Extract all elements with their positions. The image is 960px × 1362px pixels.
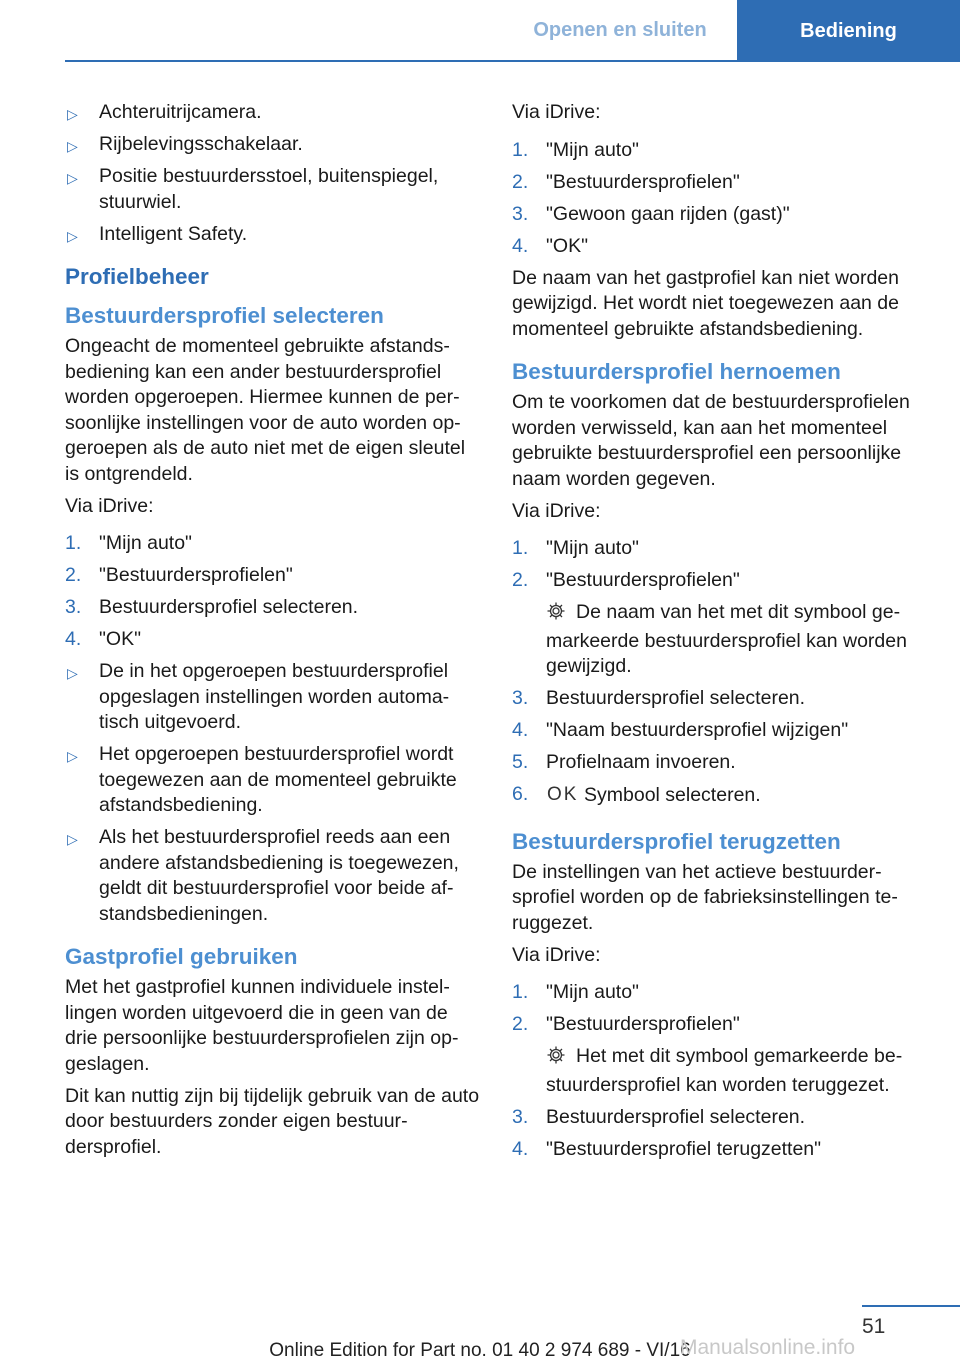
step-text: "Mijn auto" (99, 532, 192, 554)
step-note (546, 1044, 927, 1098)
step-number: 1. (512, 138, 529, 161)
numbered-step (512, 536, 927, 562)
step-text: "OK" (99, 628, 142, 650)
numbered-step (65, 595, 480, 621)
numbered-step (512, 568, 927, 594)
bullet-item (65, 100, 480, 126)
heading-profiel-selecteren: Bestuurdersprofiel selecteren (65, 303, 384, 328)
step-text: Bestuurdersprofiel selecteren. (546, 687, 806, 709)
numbered-step (512, 750, 927, 776)
bullet-item (65, 132, 480, 158)
numbered-step (512, 138, 927, 164)
gear-icon (546, 1045, 566, 1073)
via-idrive-label: Via iDrive: (512, 101, 601, 123)
numbered-step (512, 234, 927, 260)
step-number: 1. (65, 532, 82, 554)
step-text: "Bestuurdersprofiel terugzetten" (546, 1137, 822, 1160)
numbered-step (512, 1105, 927, 1131)
step-number: 4. (512, 1137, 529, 1160)
via-idrive-label: Via iDrive: (512, 943, 601, 966)
numbered-step (512, 782, 927, 812)
bullet-text: Intelligent Safety. (99, 222, 248, 245)
bullet-text: De in het opgeroepen bestuurdersprofiel opgeslagen instellingen worden automatisch uitgevoerd. (99, 660, 450, 733)
bullet-item (65, 222, 480, 248)
numbered-step (512, 202, 927, 228)
step-number: 3. (512, 1105, 529, 1128)
numbered-step (65, 531, 480, 557)
numbered-steps (65, 531, 480, 653)
numbered-steps (512, 686, 927, 776)
bullet-item (65, 164, 480, 215)
numbered-step (512, 1012, 927, 1038)
bullet-text: Rijbelevingsschakelaar. (99, 133, 303, 155)
step-text: Profielnaam invoeren. (546, 751, 736, 773)
step-number: 3. (65, 596, 82, 618)
bullet-item (65, 659, 480, 736)
watermark: Manualsonline.info (680, 1336, 856, 1359)
bullet-text: Positie bestuurdersstoel, buitenspiegel, stuurwiel. (99, 165, 439, 213)
numbered-step (512, 980, 927, 1006)
step-number: 6. (512, 783, 529, 805)
page-number-rule (862, 1305, 960, 1307)
right-column (512, 100, 927, 1169)
page-header (0, 0, 960, 62)
step-note-text: De naam van het met dit symbool gemarkeerde bestuurdersprofiel kan worden gewijzigd. (546, 601, 907, 677)
step-number: 2. (65, 564, 82, 586)
bullet-text: Het opgeroepen bestuurdersprofiel wordt toegewezen aan de momenteel gebruikte afstandsbediening. (99, 743, 457, 816)
step-text: Symbool selecteren. (584, 784, 761, 806)
step-text: "Mijn auto" (546, 537, 639, 559)
edition-footer: Online Edition for Part no. 01 40 2 974 689 - VI/16 (269, 1340, 691, 1361)
page-number: 51 (862, 1315, 886, 1338)
via-idrive-label: Via iDrive: (65, 494, 154, 517)
bullet-text: Achteruitrijcamera. (99, 101, 262, 123)
step-text: Bestuurdersprofiel selecteren. (546, 1105, 806, 1128)
numbered-step (512, 718, 927, 744)
triangle-bullet-icon: ▷ (67, 106, 78, 122)
step-number: 2. (512, 1013, 529, 1035)
step-number: 3. (512, 687, 529, 709)
step-text: Bestuurdersprofiel selecteren. (99, 596, 359, 618)
step-note (546, 600, 927, 680)
step-text: "OK" (546, 234, 589, 257)
paragraph-gast-1: Met het gastprofiel kunnen individuele instellingen worden uitgevoerd die in geen van de drie persoonlijke bestuurdersprofielen zijn opgeslagen. (65, 976, 459, 1075)
heading-profiel-hernoemen: Bestuurdersprofiel hernoemen (512, 359, 841, 384)
paragraph-terugzetten: De instellingen van het actieve bestuurdersprofiel worden op de fabrieksinstellingen teruggezet. (512, 860, 898, 934)
bullet-list (65, 659, 480, 927)
via-idrive-label: Via iDrive: (512, 499, 601, 522)
header-chapter-tab: Bediening (737, 0, 960, 62)
step-number: 2. (512, 569, 529, 591)
numbered-step (512, 686, 927, 712)
step-number: 3. (512, 202, 529, 225)
bullet-item (65, 742, 480, 819)
numbered-step (65, 563, 480, 589)
numbered-steps (512, 536, 927, 594)
step-number: 4. (65, 628, 82, 650)
step-number: 1. (512, 981, 529, 1003)
step-number: 4. (512, 234, 529, 257)
step-text: "Mijn auto" (546, 981, 639, 1003)
gear-icon (546, 601, 566, 629)
step-text: "Bestuurdersprofielen" (546, 1013, 740, 1035)
ok-icon (546, 782, 579, 812)
step-note-text: Het met dit symbool gemarkeerde bestuurdersprofiel kan worden teruggezet. (546, 1045, 903, 1096)
step-text: "Bestuurdersprofielen" (99, 564, 293, 586)
triangle-bullet-icon: ▷ (67, 665, 78, 681)
numbered-steps (512, 980, 927, 1038)
triangle-bullet-icon: ▷ (67, 748, 78, 764)
header-section-title: Openen en sluiten (533, 18, 707, 41)
svg-text:OK: OK (547, 784, 579, 805)
paragraph-hernoemen: Om te voorkomen dat de bestuurdersprofielen worden verwisseld, kan aan het momenteel gebruikte bestuurdersprofiel een persoonlijke naam worden gegeven. (512, 391, 910, 490)
paragraph-gastnaam: De naam van het gastprofiel kan niet worden gewijzigd. Het wordt niet toegewezen aan de momenteel gebruikte afstandsbediening. (512, 266, 899, 340)
triangle-bullet-icon: ▷ (67, 831, 78, 847)
step-text: "Mijn auto" (546, 138, 639, 161)
paragraph-gast-2: Dit kan nuttig zijn bij tijdelijk gebruik van de auto door bestuurders zonder eigen bestuurdersprofiel. (65, 1084, 480, 1158)
step-text: "Naam bestuurdersprofiel wijzigen" (546, 719, 849, 741)
triangle-bullet-icon: ▷ (67, 138, 78, 154)
heading-gastprofiel: Gastprofiel gebruiken (65, 944, 298, 969)
triangle-bullet-icon: ▷ (67, 227, 78, 244)
heading-profielbeheer: Profielbeheer (65, 264, 209, 289)
step-text: "Gewoon gaan rijden (gast)" (546, 202, 790, 225)
heading-profiel-terugzetten: Bestuurdersprofiel terugzetten (512, 828, 841, 854)
numbered-steps (512, 1105, 927, 1163)
header-rule (65, 60, 737, 62)
step-text: "Bestuurdersprofielen" (546, 569, 740, 591)
step-text: "Bestuurdersprofielen" (546, 170, 740, 193)
numbered-step (65, 627, 480, 653)
step-number: 4. (512, 719, 529, 741)
bullet-list (65, 100, 480, 247)
step-number: 1. (512, 537, 529, 559)
step-number: 5. (512, 751, 529, 773)
triangle-bullet-icon: ▷ (67, 170, 78, 186)
paragraph-selecteren: Ongeacht de momenteel gebruikte afstandsbediening kan een ander bestuurdersprofiel worden opgeroepen. Hiermee kunnen de persoonlijke instellingen voor de auto worden opgeroepen als de auto niet met de eigen sleutel is ontgrendeld. (65, 335, 466, 485)
step-number: 2. (512, 170, 529, 193)
bullet-text: Als het bestuurdersprofiel reeds aan een andere afstandsbediening is toegewezen, geldt dit bestuurdersprofiel voor beide afstandsbedieningen. (99, 826, 459, 925)
numbered-step (512, 1137, 927, 1163)
numbered-steps (512, 138, 927, 260)
numbered-step (512, 170, 927, 196)
bullet-item (65, 825, 480, 927)
left-column (65, 100, 480, 1167)
